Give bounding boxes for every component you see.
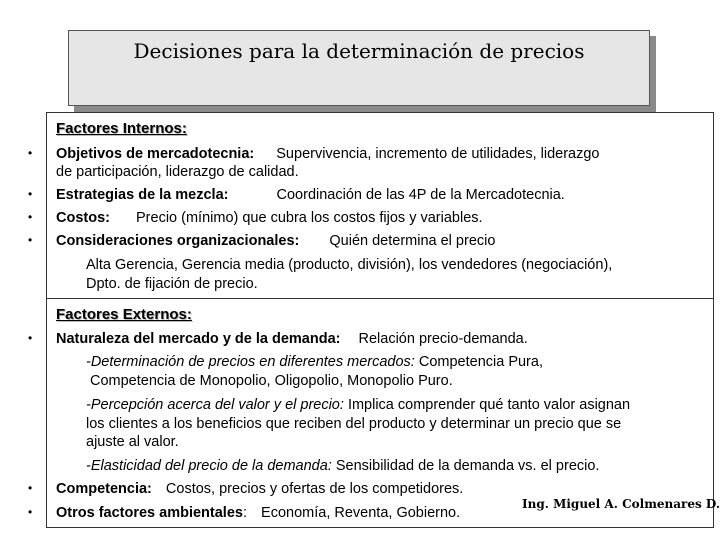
internal-item-costs (56, 209, 483, 227)
bullet: • (28, 505, 33, 519)
subitem-text: Implica comprender qué tanto valor asignan (347, 397, 631, 413)
internal-item-organizational (56, 232, 495, 250)
internal-item-strategies (56, 186, 565, 204)
subitem-continuation: Competencia de Monopolio, Oligopolio, Monopolio Puro. (90, 373, 453, 389)
item-label: Consideraciones organizacionales: (56, 233, 300, 249)
demand-subitem-markets (86, 353, 543, 371)
external-item-competition (56, 480, 463, 498)
subitem-text: Sensibilidad de la demanda vs. el precio. (335, 458, 600, 474)
item-continuation: Alta Gerencia, Gerencia media (producto, división), los vendedores (negociación), (86, 257, 613, 273)
subitem-label: -Determinación de precios en diferentes mercados: (86, 354, 415, 370)
bullet: • (28, 146, 33, 160)
bullet: • (28, 233, 33, 247)
demand-subitem-elasticity (86, 457, 599, 475)
item-text: Costos, precios y ofertas de los competidores. (165, 481, 464, 497)
item-separator: : (242, 505, 247, 521)
bullet: • (28, 187, 33, 201)
item-text: Precio (mínimo) que cubra los costos fijos y variables. (136, 210, 483, 226)
bullet: • (28, 481, 33, 495)
bullet: • (28, 210, 33, 224)
item-continuation: de participación, liderazgo de calidad. (56, 164, 299, 180)
external-heading: Factores Externos: (56, 306, 192, 323)
item-label: Competencia: (56, 481, 152, 497)
item-label: Costos: (56, 210, 110, 226)
item-text: Coordinación de las 4P de la Mercadotecnia. (276, 187, 565, 203)
subitem-label: -Percepción acerca del valor y el precio: (86, 397, 344, 413)
demand-subitem-perception (86, 396, 630, 414)
item-text: Supervivencia, incremento de utilidades, liderazgo (276, 146, 600, 162)
subitem-label: -Elasticidad del precio de la demanda: (86, 458, 332, 474)
item-label: Estrategias de la mezcla: (56, 187, 229, 203)
bullet: • (28, 331, 33, 345)
item-label: Objetivos de mercadotecnia: (56, 146, 255, 162)
author-signature: Ing. Miguel A. Colmenares D. (522, 497, 720, 511)
internal-item-objectives (56, 145, 599, 163)
item-continuation: Dpto. de fijación de precio. (86, 276, 258, 292)
item-text: Economía, Reventa, Gobierno. (261, 505, 461, 521)
internal-heading: Factores Internos: (56, 120, 187, 137)
item-text: Quién determina el precio (329, 233, 496, 249)
item-text: Relación precio-demanda. (358, 331, 528, 347)
subitem-continuation: ajuste al valor. (86, 434, 179, 450)
slide-title: Decisiones para la determinación de precios (133, 39, 585, 63)
external-item-other (56, 504, 460, 522)
subitem-continuation: los clientes a los beneficios que reciben del producto y determinar un precio que se (86, 416, 622, 432)
item-label: Otros factores ambientales (56, 505, 243, 521)
title-box (68, 30, 650, 106)
external-item-demand (56, 330, 528, 348)
item-label: Naturaleza del mercado y de la demanda: (56, 331, 341, 347)
subitem-text: Competencia Pura, (418, 354, 543, 370)
